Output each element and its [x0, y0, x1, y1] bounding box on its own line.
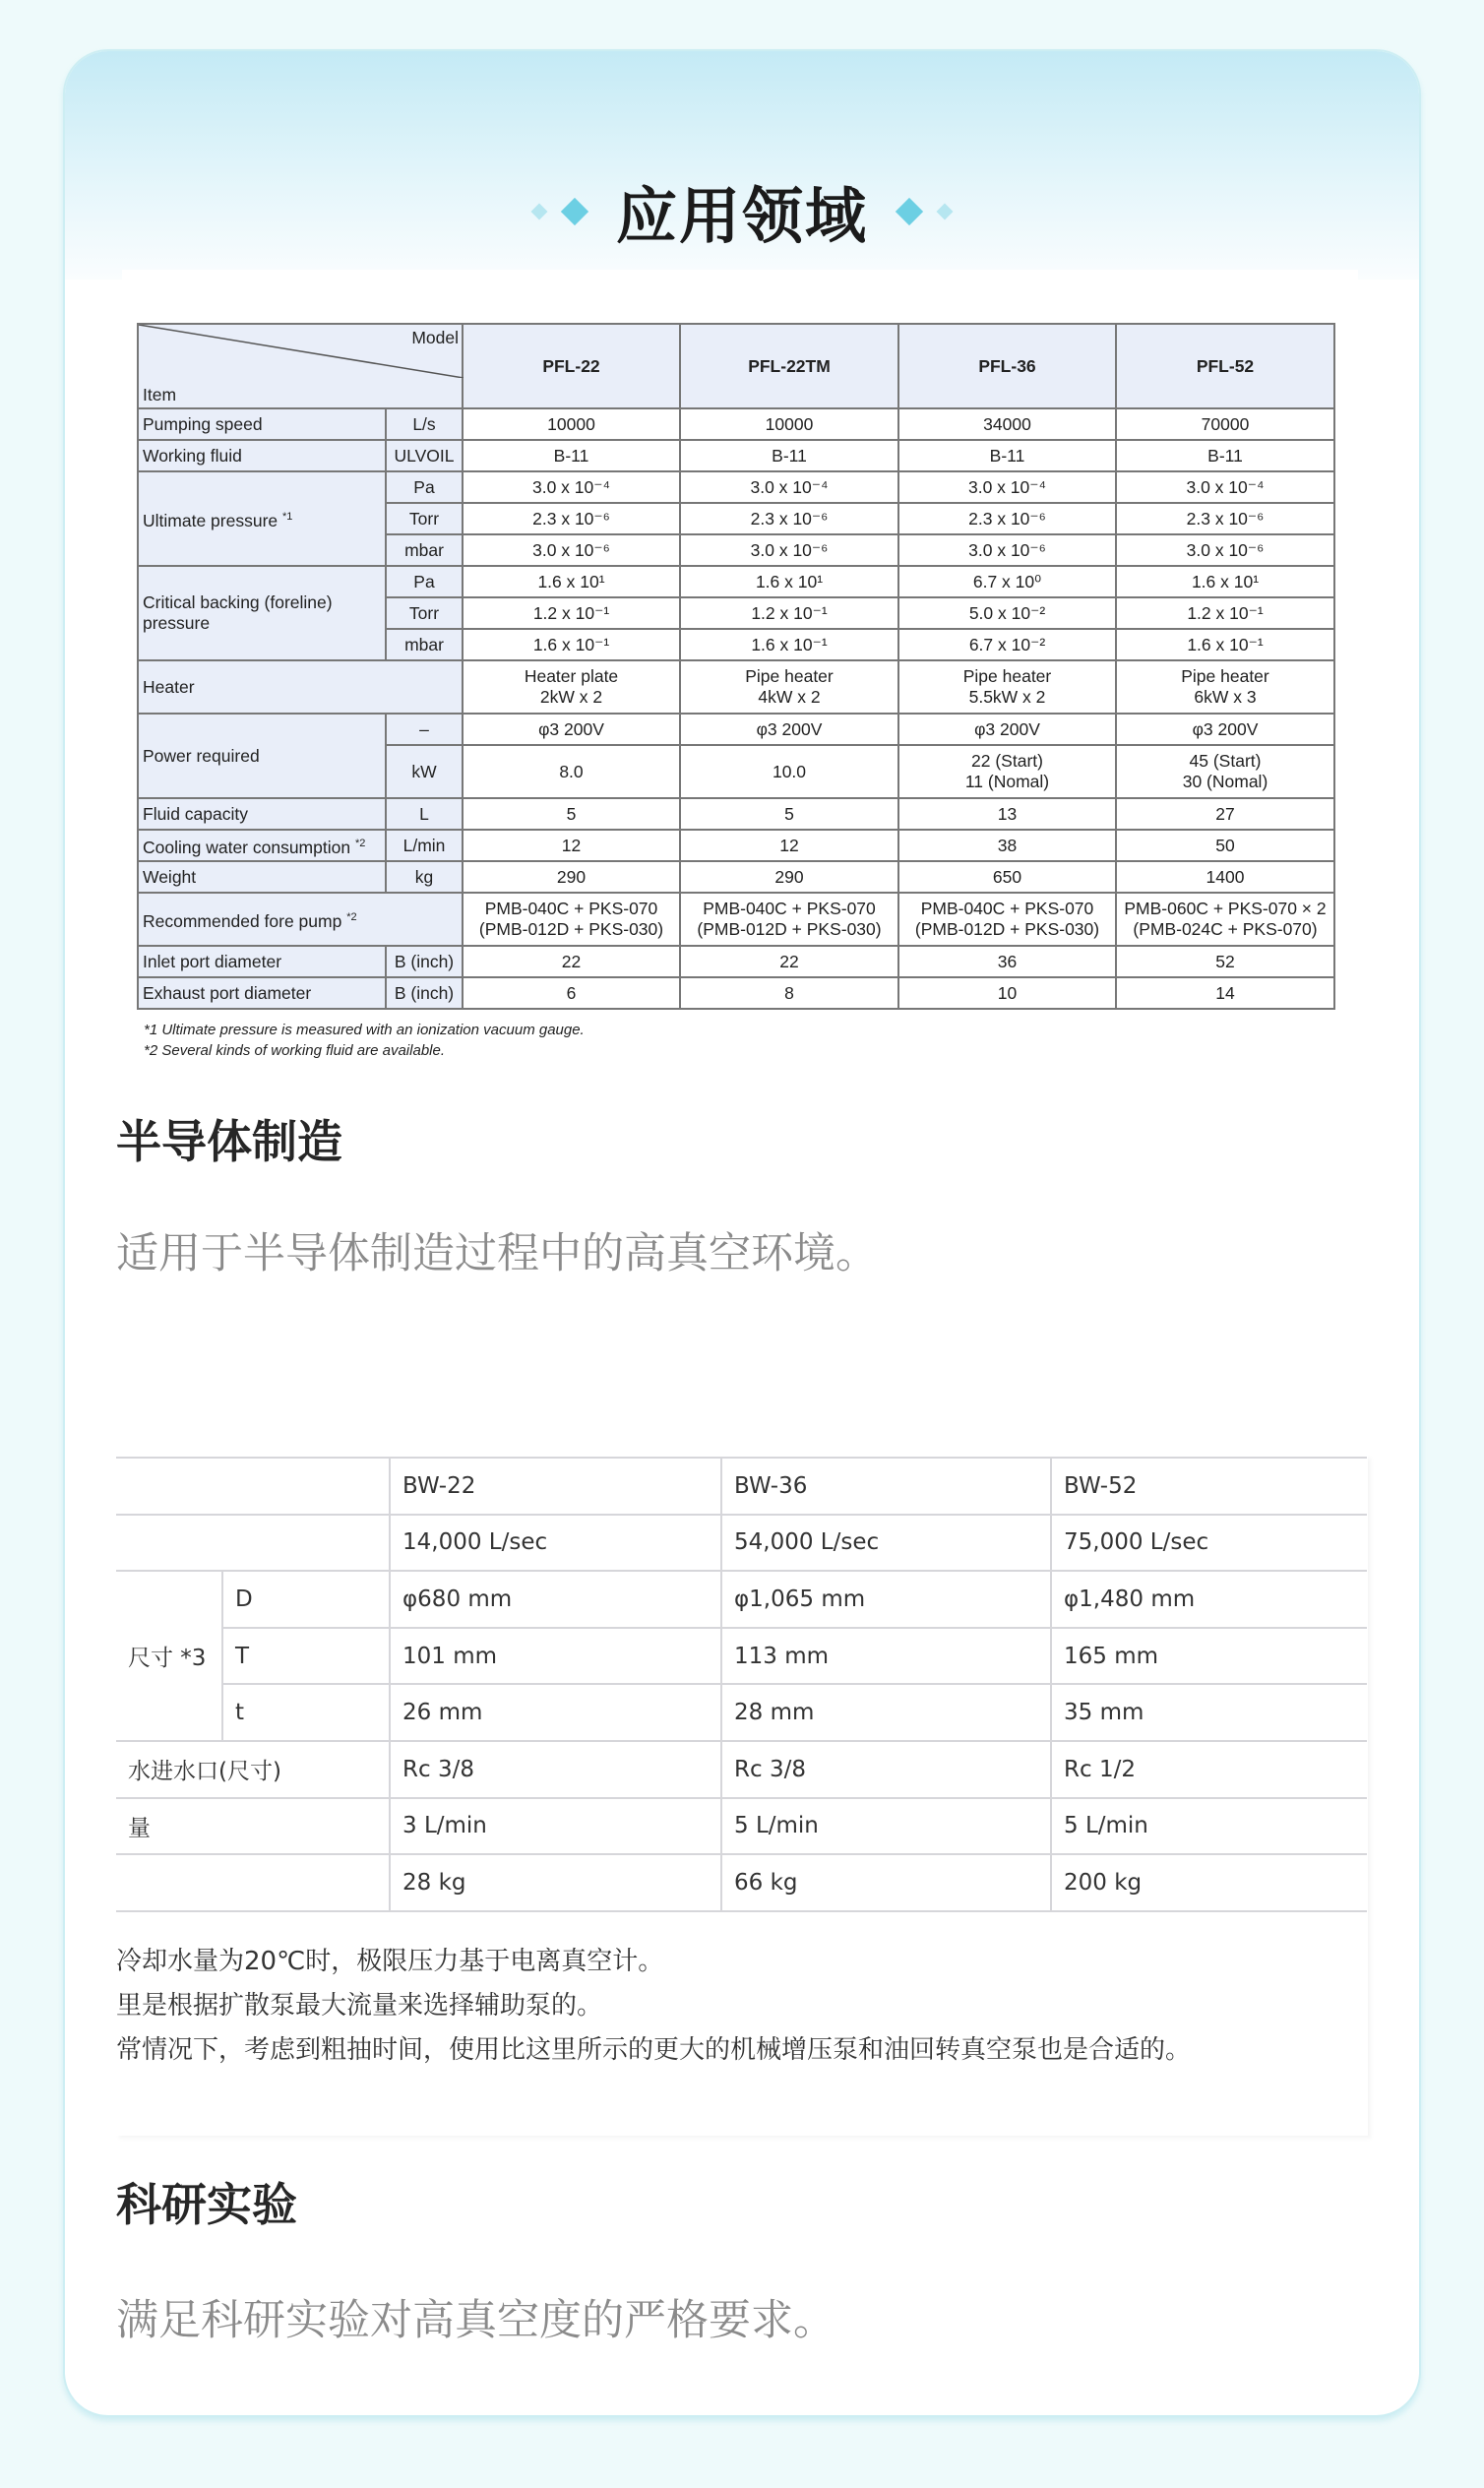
row-label: [138, 471, 386, 566]
value-cell: 1.6 x 10⁻¹: [463, 629, 680, 660]
value-cell: 52: [1116, 946, 1334, 977]
value-cell: 50: [1116, 830, 1334, 861]
value-cell: 3.0 x 10⁻⁶: [463, 534, 680, 566]
footnote: *2 Several kinds of working fluid are available.: [144, 1042, 445, 1059]
model-header: BW-52: [1051, 1458, 1367, 1515]
row-label: [138, 830, 386, 861]
table-row: [138, 946, 1334, 977]
unit-cell: Pa: [386, 566, 463, 597]
value-cell: 165 mm: [1051, 1628, 1367, 1685]
diamond-icon: [561, 197, 588, 224]
row-label: [138, 714, 386, 798]
row-label: 量: [116, 1798, 390, 1855]
value-cell: 2.3 x 10⁻⁶: [463, 503, 680, 534]
unit-cell: –: [386, 714, 463, 745]
value-cell: φ1,480 mm: [1051, 1571, 1367, 1628]
value-cell: 10: [898, 977, 1116, 1009]
value-cell: PMB-040C + PKS-070 (PMB-012D + PKS-030): [463, 893, 680, 946]
value-cell: 45 (Start) 30 (Nomal): [1116, 745, 1334, 798]
value-cell: B-11: [680, 440, 898, 471]
row-label: [138, 798, 386, 830]
value-cell: PMB-040C + PKS-070 (PMB-012D + PKS-030): [680, 893, 898, 946]
table-row: [116, 1854, 1367, 1911]
table-row: [138, 830, 1334, 861]
model-header: BW-22: [390, 1458, 721, 1515]
footnote: 冷却水量为20℃时，极限压力基于电离真空计。: [116, 1946, 664, 1976]
value-cell: 6.7 x 10⁻²: [898, 629, 1116, 660]
section-header: [65, 167, 1419, 250]
value-cell: 1.6 x 10⁻¹: [1116, 629, 1334, 660]
value-cell: 75,000 L/sec: [1051, 1515, 1367, 1572]
value-cell: 1.2 x 10⁻¹: [463, 597, 680, 629]
value-cell: Pipe heater 6kW x 3: [1116, 660, 1334, 714]
pfl-spec-table: [137, 323, 1335, 1010]
section-heading: 科研实验: [116, 2178, 297, 2231]
row-label: [138, 408, 386, 440]
value-cell: φ3 200V: [680, 714, 898, 745]
row-label-text: Weight: [143, 866, 197, 887]
value-cell: 66 kg: [721, 1854, 1051, 1911]
row-label: [138, 893, 463, 946]
row-label-text: Power required: [143, 745, 260, 766]
unit-cell: L/min: [386, 830, 463, 861]
value-cell: 1.2 x 10⁻¹: [1116, 597, 1334, 629]
row-label-text: Exhaust port diameter: [143, 982, 312, 1003]
table-row: [116, 1741, 1367, 1798]
value-cell: 10000: [463, 408, 680, 440]
corner-cell: [138, 324, 463, 408]
section-description: 满足科研实验对高真空度的严格要求。: [116, 2296, 835, 2345]
value-cell: PMB-060C + PKS-070 × 2 (PMB-024C + PKS-070): [1116, 893, 1334, 946]
row-label: [138, 946, 386, 977]
value-cell: 290: [680, 861, 898, 893]
value-cell: 22 (Start) 11 (Nomal): [898, 745, 1116, 798]
row-label-text: Cooling water consumption: [143, 837, 351, 857]
row-label-text: Ultimate pressure: [143, 510, 278, 530]
table-row: [138, 861, 1334, 893]
value-cell: 1.6 x 10¹: [463, 566, 680, 597]
value-cell: 5 L/min: [721, 1798, 1051, 1855]
value-cell: Rc 1/2: [1051, 1741, 1367, 1798]
value-cell: 650: [898, 861, 1116, 893]
value-cell: 2.3 x 10⁻⁶: [898, 503, 1116, 534]
spec-table-image: [122, 270, 1358, 1073]
value-cell: 28 mm: [721, 1684, 1051, 1741]
table-row: [116, 1684, 1367, 1741]
content-flow: [65, 270, 1419, 2348]
value-cell: 70000: [1116, 408, 1334, 440]
value-cell: 14: [1116, 977, 1334, 1009]
table-row: [138, 798, 1334, 830]
row-label: [116, 1854, 390, 1911]
model-header: PFL-36: [898, 324, 1116, 408]
table-row: [138, 714, 1334, 745]
footnote: 常情况下，考虑到粗抽时间，使用比这里所示的更大的机械增压泵和油回转真空泵也是合适的。: [116, 2034, 1192, 2065]
sub-label: t: [222, 1684, 390, 1741]
footnote-ref: *2: [354, 837, 366, 849]
table-row: [138, 566, 1334, 597]
value-cell: 3.0 x 10⁻⁶: [898, 534, 1116, 566]
footnote: *1 Ultimate pressure is measured with an ionization vacuum gauge.: [144, 1022, 585, 1038]
value-cell: φ1,065 mm: [721, 1571, 1051, 1628]
value-cell: 3.0 x 10⁻⁶: [1116, 534, 1334, 566]
value-cell: Rc 3/8: [390, 1741, 721, 1798]
row-label-text: Critical backing (foreline) pressure: [143, 592, 333, 633]
value-cell: 54,000 L/sec: [721, 1515, 1051, 1572]
row-label: [138, 660, 463, 714]
table-row: [138, 408, 1334, 440]
value-cell: 1400: [1116, 861, 1334, 893]
unit-cell: mbar: [386, 629, 463, 660]
value-cell: 13: [898, 798, 1116, 830]
value-cell: 14,000 L/sec: [390, 1515, 721, 1572]
value-cell: 5: [463, 798, 680, 830]
table-header-row: [138, 324, 1334, 408]
value-cell: 3.0 x 10⁻⁴: [680, 471, 898, 503]
value-cell: 2.3 x 10⁻⁶: [680, 503, 898, 534]
page-title: 应用领域: [615, 180, 868, 252]
value-cell: 35 mm: [1051, 1684, 1367, 1741]
unit-cell: B (inch): [386, 946, 463, 977]
value-cell: 36: [898, 946, 1116, 977]
row-label: [138, 440, 386, 471]
unit-cell: Pa: [386, 471, 463, 503]
value-cell: 28 kg: [390, 1854, 721, 1911]
table-header-row: [116, 1458, 1367, 1515]
value-cell: φ3 200V: [463, 714, 680, 745]
row-label-text: Fluid capacity: [143, 803, 248, 824]
footnote-ref: *2: [346, 910, 357, 923]
footnote: 里是根据扩散泵最大流量来选择辅助泵的。: [116, 1990, 603, 2021]
corner-item-label: Item: [143, 385, 177, 404]
value-cell: 26 mm: [390, 1684, 721, 1741]
application-card: [63, 49, 1421, 2417]
model-header: PFL-22TM: [680, 324, 898, 408]
table-row: [116, 1571, 1367, 1628]
section-heading: 半导体制造: [116, 1115, 342, 1168]
bw-spec-table: [116, 1457, 1367, 1912]
table-row: [138, 440, 1334, 471]
unit-cell: kW: [386, 745, 463, 798]
value-cell: 6: [463, 977, 680, 1009]
value-cell: Pipe heater 5.5kW x 2: [898, 660, 1116, 714]
value-cell: Heater plate 2kW x 2: [463, 660, 680, 714]
value-cell: B-11: [463, 440, 680, 471]
value-cell: 5 L/min: [1051, 1798, 1367, 1855]
value-cell: φ3 200V: [898, 714, 1116, 745]
value-cell: 290: [463, 861, 680, 893]
row-label: [138, 861, 386, 893]
value-cell: 3.0 x 10⁻⁴: [898, 471, 1116, 503]
row-label: [138, 977, 386, 1009]
value-cell: 3.0 x 10⁻⁴: [1116, 471, 1334, 503]
unit-cell: L/s: [386, 408, 463, 440]
value-cell: B-11: [898, 440, 1116, 471]
diamond-icon: [937, 203, 954, 219]
unit-cell: Torr: [386, 503, 463, 534]
value-cell: 10.0: [680, 745, 898, 798]
unit-cell: L: [386, 798, 463, 830]
row-label-text: Heater: [143, 676, 195, 697]
unit-cell: kg: [386, 861, 463, 893]
sub-label: T: [222, 1628, 390, 1685]
value-cell: 10000: [680, 408, 898, 440]
value-cell: Rc 3/8: [721, 1741, 1051, 1798]
value-cell: 34000: [898, 408, 1116, 440]
section-description: 适用于半导体制造过程中的高真空环境。: [116, 1229, 878, 1278]
row-label-text: Pumping speed: [143, 413, 263, 434]
sub-label: D: [222, 1571, 390, 1628]
value-cell: 200 kg: [1051, 1854, 1367, 1911]
value-cell: 5: [680, 798, 898, 830]
table-row: [116, 1798, 1367, 1855]
value-cell: 1.2 x 10⁻¹: [680, 597, 898, 629]
diamond-icon: [530, 203, 547, 219]
table-row: [116, 1515, 1367, 1572]
table-row: [138, 471, 1334, 503]
unit-cell: ULVOIL: [386, 440, 463, 471]
value-cell: Pipe heater 4kW x 2: [680, 660, 898, 714]
empty-cell: [116, 1458, 390, 1515]
value-cell: 22: [463, 946, 680, 977]
value-cell: 8.0: [463, 745, 680, 798]
value-cell: 3.0 x 10⁻⁶: [680, 534, 898, 566]
value-cell: 12: [680, 830, 898, 861]
value-cell: φ3 200V: [1116, 714, 1334, 745]
value-cell: 2.3 x 10⁻⁶: [1116, 503, 1334, 534]
value-cell: 3.0 x 10⁻⁴: [463, 471, 680, 503]
row-label: 水进水口(尺寸): [116, 1741, 390, 1798]
value-cell: φ680 mm: [390, 1571, 721, 1628]
row-label-text: Recommended fore pump: [143, 910, 342, 931]
row-label-text: Working fluid: [143, 445, 242, 466]
row-label: [138, 566, 386, 660]
table-row: [138, 660, 1334, 714]
value-cell: 1.6 x 10⁻¹: [680, 629, 898, 660]
unit-cell: Torr: [386, 597, 463, 629]
value-cell: 1.6 x 10¹: [680, 566, 898, 597]
footnote-ref: *1: [282, 510, 293, 523]
value-cell: 22: [680, 946, 898, 977]
row-label: [116, 1515, 390, 1572]
bw-table-image: [116, 1455, 1368, 2136]
value-cell: 101 mm: [390, 1628, 721, 1685]
row-label: 尺寸 *3: [116, 1571, 222, 1741]
value-cell: PMB-040C + PKS-070 (PMB-012D + PKS-030): [898, 893, 1116, 946]
value-cell: 6.7 x 10⁰: [898, 566, 1116, 597]
model-header: BW-36: [721, 1458, 1051, 1515]
table-row: [138, 893, 1334, 946]
value-cell: 3 L/min: [390, 1798, 721, 1855]
value-cell: 113 mm: [721, 1628, 1051, 1685]
value-cell: 8: [680, 977, 898, 1009]
row-label-text: Inlet port diameter: [143, 951, 282, 971]
diamond-icon: [896, 197, 923, 224]
value-cell: 1.6 x 10¹: [1116, 566, 1334, 597]
model-header: PFL-22: [463, 324, 680, 408]
unit-cell: B (inch): [386, 977, 463, 1009]
table-row: [116, 1628, 1367, 1685]
unit-cell: mbar: [386, 534, 463, 566]
value-cell: 27: [1116, 798, 1334, 830]
value-cell: B-11: [1116, 440, 1334, 471]
value-cell: 5.0 x 10⁻²: [898, 597, 1116, 629]
table-row: [138, 977, 1334, 1009]
corner-model-label: Model: [411, 328, 459, 347]
value-cell: 12: [463, 830, 680, 861]
value-cell: 38: [898, 830, 1116, 861]
model-header: PFL-52: [1116, 324, 1334, 408]
